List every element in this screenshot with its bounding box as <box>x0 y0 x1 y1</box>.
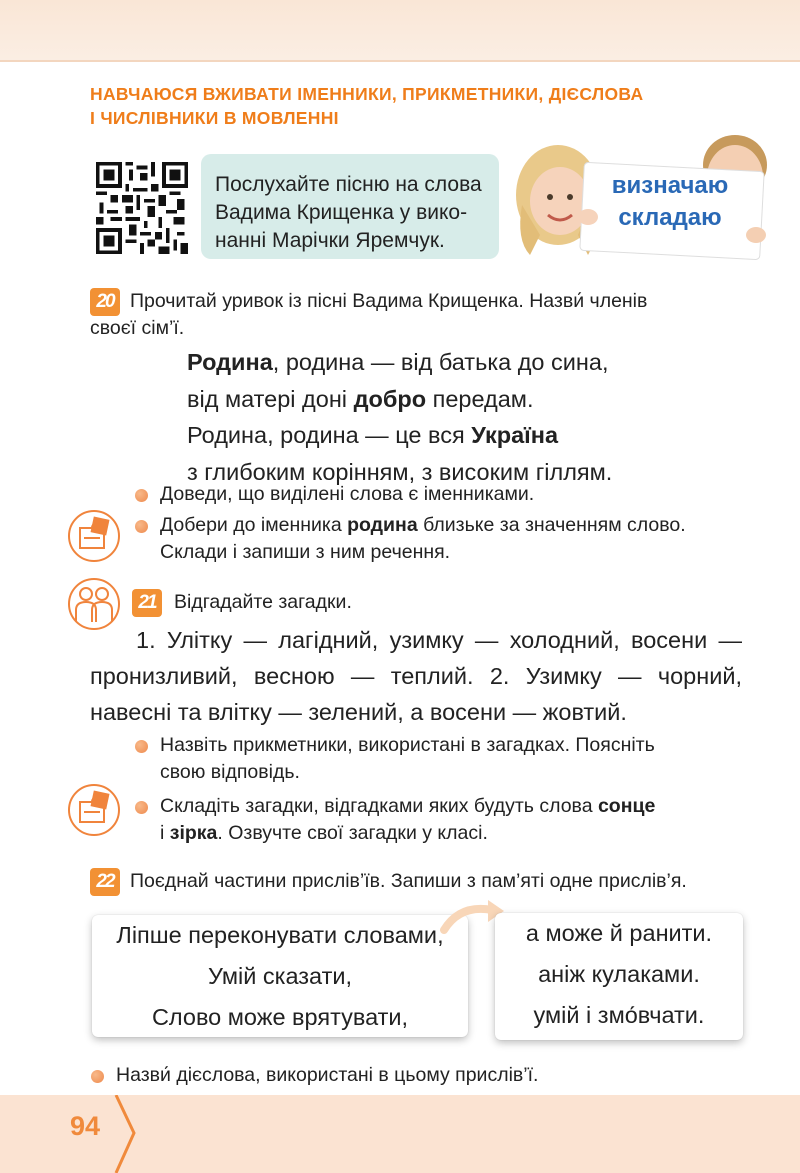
poem-text: від матері доні <box>187 385 354 412</box>
listen-note-line1: Послухайте пісню на слова <box>215 173 482 196</box>
poem-bold-word: добро <box>353 385 427 412</box>
puzzle-icon <box>68 510 120 562</box>
listen-note <box>201 154 499 259</box>
section-title-line1: НАВЧАЮСЯ ВЖИВАТИ ІМЕННИКИ, ПРИКМЕТНИКИ, ДІЄСЛОВА <box>90 84 644 104</box>
poem-line2 <box>187 381 612 418</box>
proverb-right-part[interactable]: а може й ранити. <box>525 920 713 946</box>
poem-bold-word: Україна <box>471 422 559 448</box>
bullet-icon <box>135 489 148 502</box>
bullet-icon <box>135 740 148 753</box>
task-20-number: 20 <box>90 288 120 316</box>
task-20-line2: своєї сім’ї. <box>90 317 185 339</box>
bullet-text: і <box>160 822 170 844</box>
listen-note-line2: Вадима Крищенка у вико- <box>215 201 468 224</box>
page-number: 94 <box>70 1111 101 1141</box>
task-20-bullet1: Доведи, що виділені слова є іменниками. <box>160 483 535 505</box>
kids-label-2: складаю <box>618 204 722 231</box>
proverb-left-part[interactable]: Умій сказати, <box>207 963 352 989</box>
bold-word: сонце <box>597 795 656 817</box>
poem-line3 <box>187 417 612 454</box>
kids-label-1: визначаю <box>611 172 729 199</box>
poem-text: передам. <box>426 385 534 412</box>
page-corner-decor-icon <box>110 1095 150 1173</box>
proverb-left-card <box>92 915 468 1037</box>
bold-word: родина <box>347 514 418 536</box>
proverb-right-part[interactable]: аніж кулаками. <box>538 961 700 987</box>
listen-note-line3: нанні Марічки Яремчук. <box>215 229 445 252</box>
bullet-text: Складіть загадки, відгадками яких будуть слова <box>160 795 598 817</box>
top-band <box>0 0 800 62</box>
task-21-bullet1-line1: Назвіть прикметники, використані в загадках. Поясніть <box>160 734 655 756</box>
task-20-line1: Прочитай уривок із пісні Вадима Крищенка. Назви́ членів <box>130 290 648 312</box>
task-20-bullet2 <box>160 512 686 539</box>
proverb-left-part[interactable]: Слово може врятувати, <box>151 1004 409 1030</box>
poem-line4: з глибоким корінням, з високим гіллям. <box>187 458 613 485</box>
riddle-body: 1. Улітку — лагідний, узимку — холодний, восени — пронизливий, весною — теплий. 2. Узимку — чорний, навесні та влітку — зелений, а восени — жовтий. <box>90 627 742 725</box>
task-21-bullet1-line2: свою відповідь. <box>160 761 300 783</box>
bold-word: зірка <box>169 822 218 844</box>
bullet-text: . Озвучте свої загадки у класі. <box>217 822 488 844</box>
bullet-text: близьке за значенням слово. <box>417 514 686 536</box>
task-20-bullet2-line2: Склади і запиши з ним речення. <box>160 541 451 563</box>
bullet-icon <box>91 1070 104 1083</box>
puzzle-icon <box>68 784 120 836</box>
task-22-title: Поєднай частини прислів’їв. Запиши з пам’яті одне прислів’я. <box>130 870 687 892</box>
riddle-text <box>90 622 742 730</box>
poem-bold-word: Родина <box>187 349 273 375</box>
poem-line1 <box>187 344 612 381</box>
poem-text: , родина — від батька до сина, <box>272 349 609 375</box>
proverb-right-part[interactable]: умій і змо́вчати. <box>533 1002 705 1028</box>
task-21-title: Відгадайте загадки. <box>174 591 352 613</box>
task-21-bullet2-line1 <box>160 793 655 820</box>
section-title-line2: І ЧИСЛІВНИКИ В МОВЛЕННІ <box>90 108 339 128</box>
poem <box>187 344 612 490</box>
kids-illustration <box>510 125 770 260</box>
task-21-number: 21 <box>132 589 162 617</box>
task-22-bullet: Назви́ дієслова, використані в цьому прислів’ї. <box>116 1064 539 1086</box>
bullet-text: Добери до іменника <box>160 514 348 536</box>
bullet-icon <box>135 520 148 533</box>
section-title <box>90 82 730 130</box>
proverb-left-part[interactable]: Ліпше переконувати словами, <box>116 922 444 948</box>
qr-code-icon[interactable] <box>96 162 188 254</box>
task-21-bullet2-line2 <box>160 820 488 847</box>
poem-text: Родина, родина — це вся <box>187 422 472 448</box>
task-22-number: 22 <box>90 868 120 896</box>
proverb-right-card <box>495 913 743 1040</box>
bullet-icon <box>135 801 148 814</box>
